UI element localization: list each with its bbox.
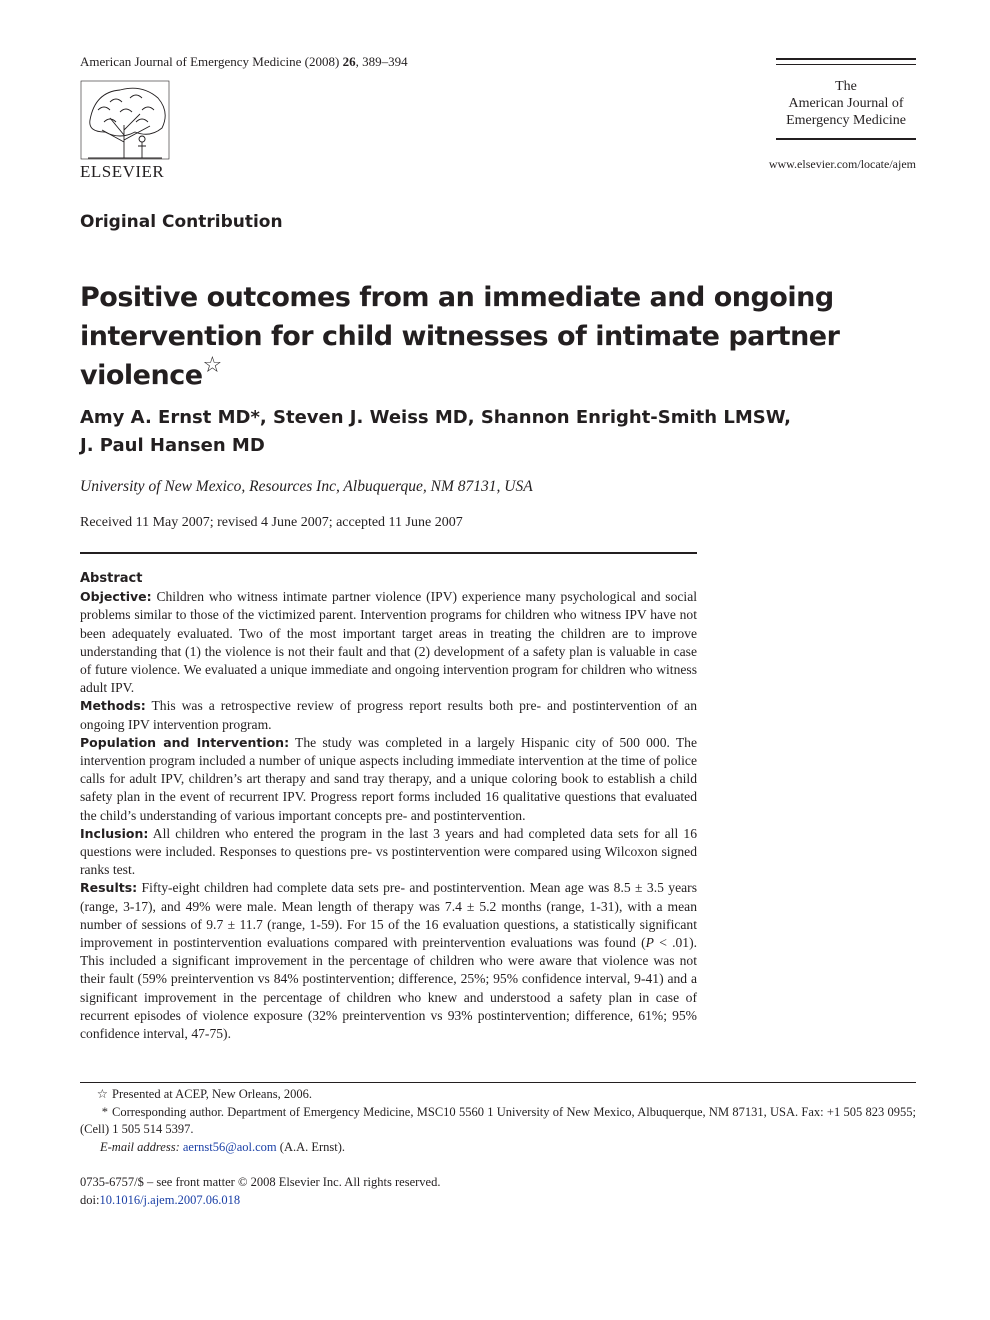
journal-title-line1: The [835, 79, 857, 94]
front-matter [80, 1173, 440, 1209]
email-link[interactable]: aernst56@aol.com [182, 1139, 277, 1154]
abstract-objective [80, 588, 697, 697]
abstract-results [80, 879, 697, 1043]
affiliation: University of New Mexico, Resources Inc, Albuquerque, NM 87131, USA [80, 478, 533, 495]
citation-pages: , 389–394 [355, 54, 408, 69]
abstract-inclusion [80, 825, 697, 880]
authors-line2: J. Paul Hansen MD [80, 435, 265, 456]
article-title-text: Positive outcomes from an immediate and ongoing intervention for child witnesses of intimate partner violence [80, 282, 840, 391]
abstract-rule [80, 552, 697, 554]
journal-rule-top [776, 58, 916, 60]
results-text-2: < .01). This included a significant improvement in the percentage of children who were aware that violence was not their fault (59% preintervention vs 84% postintervention; difference, 25%; 95% confidence interval, 9-41) and a significant improvement in the percentage of children who knew and understood a safety plan in case of recurrent episodes of violence exposure (32% preintervention vs 93% postintervention; difference, 61%; 95% confidence interval, 47-75). [80, 935, 698, 1042]
inclusion-text: All children who entered the program in the last 3 years and had completed data sets for all 16 questions were included. Responses to questions pre- vs postintervention were compared using Wilcoxon signed ranks test. [80, 825, 697, 878]
footnote-star-icon: ☆ [96, 1087, 108, 1101]
footnote-presented-text: Presented at ACEP, New Orleans, 2006. [112, 1087, 312, 1101]
footnote-presented [80, 1086, 916, 1104]
journal-url-link[interactable]: www.elsevier.com/locate/ajem [768, 157, 916, 171]
footnote-rule [80, 1082, 916, 1083]
footnote-email [80, 1139, 916, 1157]
journal-rule-bottom [776, 138, 916, 140]
title-footnote-star-icon[interactable]: ☆ [202, 353, 222, 378]
objective-label: Objective: [80, 589, 152, 605]
doi-label: doi: [80, 1193, 100, 1207]
doi-link[interactable]: 10.1016/j.ajem.2007.06.018 [99, 1193, 241, 1207]
email-label: E-mail address: [100, 1139, 180, 1154]
footnote-corresponding [80, 1104, 916, 1139]
author-list [80, 404, 840, 460]
citation-volume: 26 [342, 54, 356, 69]
population-label: Population and Intervention: [80, 734, 290, 750]
section-label: Original Contribution [80, 212, 283, 232]
journal-citation [80, 54, 408, 70]
results-label: Results: [80, 880, 138, 896]
article-history: Received 11 May 2007; revised 4 June 2007; accepted 11 June 2007 [80, 515, 463, 530]
email-suffix: (A.A. Ernst). [276, 1139, 346, 1154]
journal-rule-top-thin [776, 64, 916, 65]
inclusion-label: Inclusion: [80, 825, 149, 841]
methods-label: Methods: [80, 698, 146, 714]
results-text-1: Fifty-eight children had complete data sets pre- and postintervention. Mean age was 8.5 ± 3.5 years (range, 3-17), and 49% were male. Mean length of therapy was 7.4 ± 5.2 months (range, 1-31), with a mean number of sessions of 9.7 ± 11.7 (range, 1-59). For 15 of the 16 evaluation questions, a statistically significant improvement in postintervention evaluations compared with preintervention evaluations was found ( [80, 880, 697, 951]
methods-text: This was a retrospective review of progress report results both pre- and postintervention of an ongoing IPV intervention program. [80, 698, 697, 732]
doi-line [80, 1191, 440, 1209]
article-title [80, 278, 840, 397]
footnote-corresponding-text: Corresponding author. Department of Emergency Medicine, MSC10 5560 1 University of New Mexico, Albuquerque, NM 87131, USA. Fax: +1 505 823 0955; (Cell) 1 505 514 5397. [80, 1104, 916, 1136]
abstract [80, 570, 697, 1043]
footnotes [80, 1086, 916, 1156]
population-text: The study was completed in a largely Hispanic city of 500 000. The intervention program included a number of unique aspects including immediate intervention at the time of police calls for adult IPV, children’s art therapy and sand tray therapy, and a unique coloring book to establish a child safety plan in the event of recurrent IPV. Progress report forms included 16 qualitative questions that evaluated the child’s understanding of various important concepts pre- and postintervention. [80, 734, 697, 823]
objective-text: Children who witness intimate partner violence (IPV) experience many psychological and social problems similar to those of the victimized parent. Intervention programs for children who witness IPV have not been adequately evaluated. Two of the most important target areas in treating the children are to improve understanding that (1) the violence is not their fault and that (2) development of a safety plan is valuable in case of future violence. We evaluated a unique immediate and ongoing intervention program for children who witness adult IPV. [80, 589, 697, 696]
abstract-heading: Abstract [80, 571, 143, 586]
journal-title [776, 78, 916, 129]
abstract-population [80, 734, 697, 825]
journal-title-line3: Emergency Medicine [786, 113, 906, 128]
footnote-asterisk: * [101, 1104, 108, 1119]
authors-line1: Amy A. Ernst MD*, Steven J. Weiss MD, Shannon Enright-Smith LMSW, [80, 407, 791, 428]
journal-title-line2: American Journal of [788, 96, 904, 111]
publisher-name: ELSEVIER [80, 162, 165, 181]
results-p-symbol: P [645, 935, 654, 951]
issn-line: 0735-6757/$ – see front matter © 2008 Elsevier Inc. All rights reserved. [80, 1175, 441, 1189]
citation-journal: American Journal of Emergency Medicine (2008) [80, 54, 343, 69]
abstract-methods [80, 697, 697, 733]
